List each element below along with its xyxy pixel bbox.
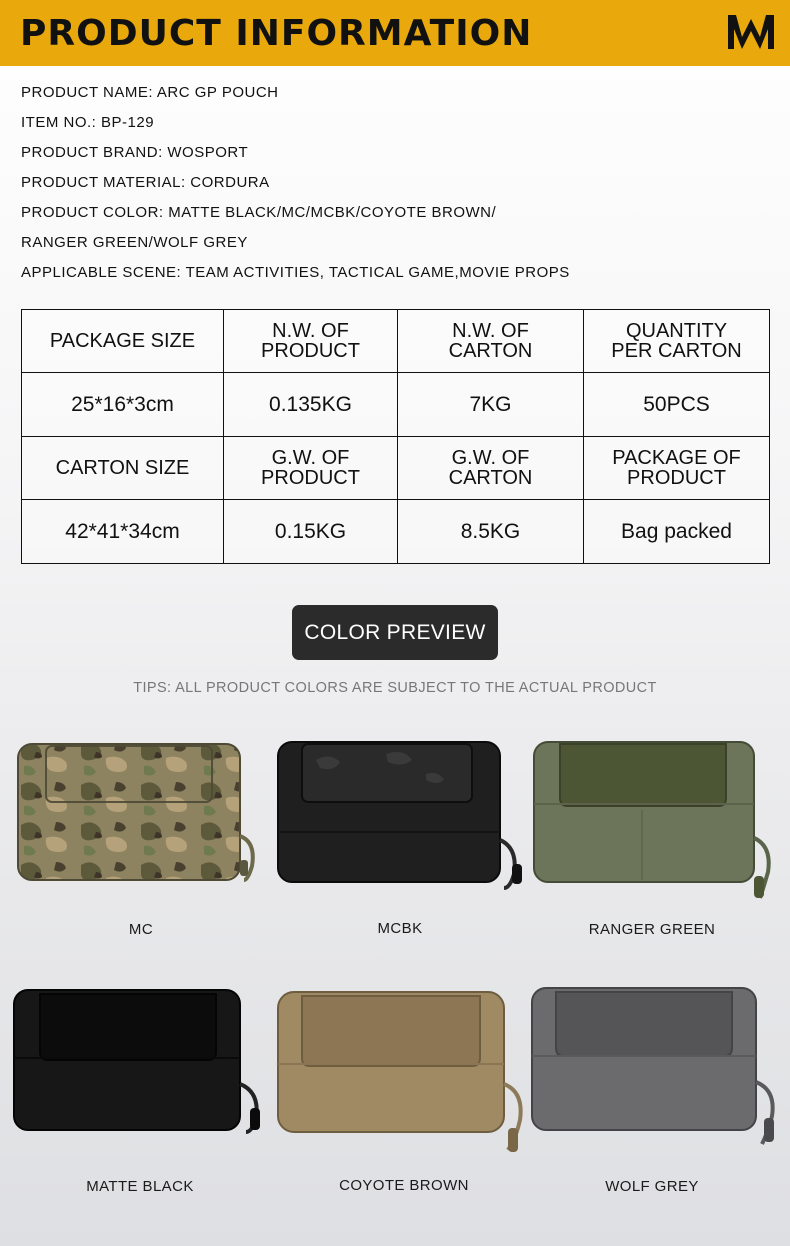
pouch-matte-black-icon: [12, 988, 268, 1138]
table-cell: 8.5KG: [398, 500, 584, 564]
color-label-ranger-green: RANGER GREEN: [588, 921, 716, 938]
product-info: [21, 82, 761, 292]
brand-logo-icon: [728, 11, 774, 53]
info-item-no: ITEM NO.: BP-129: [21, 114, 155, 131]
info-product-name: PRODUCT NAME: ARC GP POUCH: [21, 84, 279, 101]
spec-table: [21, 309, 770, 564]
pouch-mcbk-icon: [276, 740, 526, 892]
info-scene: APPLICABLE SCENE: TEAM ACTIVITIES, TACTICAL GAME,MOVIE PROPS: [21, 264, 570, 281]
info-material: PRODUCT MATERIAL: CORDURA: [21, 174, 270, 191]
pouch-wolf-grey-icon: [530, 986, 786, 1150]
info-color-cont: RANGER GREEN/WOLF GREY: [21, 234, 248, 251]
table-cell: 50PCS: [584, 373, 770, 437]
pouch-image-coyote-brown: [276, 990, 532, 1160]
table-header-cell: QUANTITY PER CARTON: [584, 310, 770, 373]
pouch-image-matte-black: [12, 988, 268, 1138]
table-cell: 25*16*3cm: [22, 373, 224, 437]
pouch-image-mcbk: [276, 740, 526, 892]
table-cell: 7KG: [398, 373, 584, 437]
table-cell: 0.135KG: [224, 373, 398, 437]
table-cell: 42*41*34cm: [22, 500, 224, 564]
color-label-mc: MC: [128, 921, 154, 938]
header-bar: [0, 0, 790, 66]
table-cell: 0.15KG: [224, 500, 398, 564]
pouch-image-mc: [16, 740, 262, 888]
table-header-cell: G.W. OF CARTON: [398, 437, 584, 500]
color-preview-button[interactable]: COLOR PREVIEW: [292, 605, 498, 660]
table-header-cell: N.W. OF PRODUCT: [224, 310, 398, 373]
color-label-wolf-grey: WOLF GREY: [605, 1178, 699, 1195]
pouch-image-ranger-green: [532, 740, 778, 902]
pouch-image-wolf-grey: [530, 986, 786, 1150]
color-label-coyote-brown: COYOTE BROWN: [339, 1177, 469, 1194]
table-header-cell: G.W. OF PRODUCT: [224, 437, 398, 500]
table-row: [22, 500, 770, 564]
info-color: PRODUCT COLOR: MATTE BLACK/MC/MCBK/COYOTE BROWN/: [21, 204, 497, 221]
color-label-mcbk: MCBK: [377, 920, 423, 937]
page-title: PRODUCT INFORMATION: [20, 13, 533, 54]
table-header-cell: CARTON SIZE: [22, 437, 224, 500]
info-brand: PRODUCT BRAND: WOSPORT: [21, 144, 249, 161]
table-cell: Bag packed: [584, 500, 770, 564]
color-label-matte-black: MATTE BLACK: [86, 1178, 194, 1195]
pouch-ranger-green-icon: [532, 740, 778, 902]
table-header-cell: N.W. OF CARTON: [398, 310, 584, 373]
table-row: [22, 373, 770, 437]
table-row: [22, 310, 770, 373]
pouch-mc-icon: [16, 740, 262, 888]
pouch-coyote-brown-icon: [276, 990, 532, 1160]
tips-text: TIPS: ALL PRODUCT COLORS ARE SUBJECT TO THE ACTUAL PRODUCT: [133, 680, 657, 696]
table-header-cell: PACKAGE SIZE: [22, 310, 224, 373]
table-row: [22, 437, 770, 500]
table-header-cell: PACKAGE OF PRODUCT: [584, 437, 770, 500]
